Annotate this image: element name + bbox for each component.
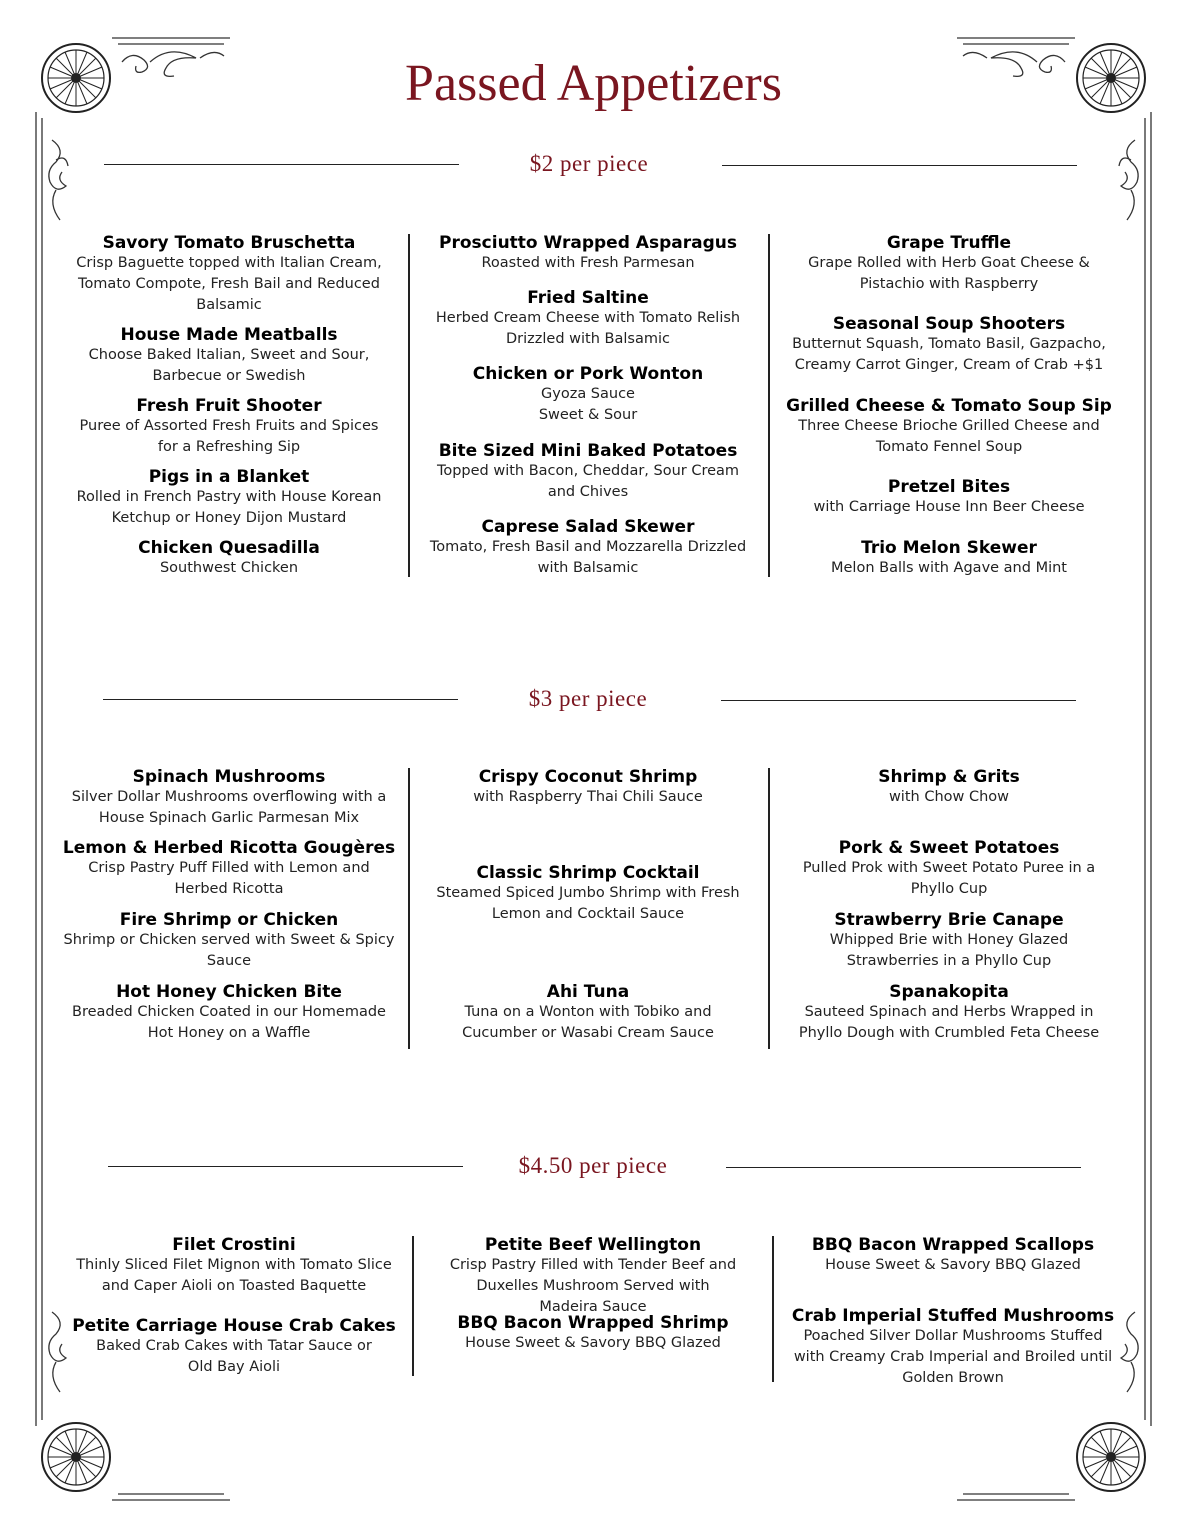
menu-item-name: Bite Sized Mini Baked Potatoes [438, 441, 738, 461]
menu-item-description: Baked Crab Cakes with Tatar Sauce or [96, 1338, 372, 1354]
menu-item-description: Cucumber or Wasabi Cream Sauce [462, 1025, 714, 1041]
menu-item [778, 1307, 1128, 1389]
menu-item-description: Tomato, Fresh Basil and Mozzarella Drizzled [429, 539, 747, 555]
menu-item-description: and Chives [547, 484, 629, 500]
menu-item-name: Fried Saltine [527, 288, 649, 308]
menu-item-description: Topped with Bacon, Cheddar, Sour Cream [436, 463, 740, 479]
menu-item-description: with Balsamic [537, 560, 639, 576]
page-title: Passed Appetizers [405, 55, 782, 112]
menu-item-description: Rolled in French Pastry with House Korean [76, 489, 382, 505]
menu-item [774, 839, 1124, 900]
column-divider [768, 768, 770, 1049]
menu-item-description: Poached Silver Dollar Mushrooms Stuffed [803, 1328, 1103, 1344]
menu-item-description: House Sweet & Savory BBQ Glazed [465, 1335, 721, 1351]
menu-item [52, 911, 406, 972]
menu-item-description: House Sweet & Savory BBQ Glazed [825, 1257, 1081, 1273]
menu-item-name: Crispy Coconut Shrimp [478, 767, 698, 787]
menu-item-name: Hot Honey Chicken Bite [116, 982, 342, 1002]
menu-item-name: Classic Shrimp Cocktail [476, 863, 700, 883]
menu-item-name: House Made Meatballs [120, 325, 338, 345]
menu-item [774, 911, 1124, 972]
menu-item-description: Shrimp or Chicken served with Sweet & Spicy [63, 932, 395, 948]
menu-item [774, 768, 1124, 808]
menu-item-description: House Spinach Garlic Parmesan Mix [98, 810, 360, 826]
menu-item-name: Fire Shrimp or Chicken [119, 910, 339, 930]
menu-item [52, 539, 406, 579]
menu-item-description: Crisp Pastry Puff Filled with Lemon and [88, 860, 370, 876]
menu-item-name: Filet Crostini [172, 1235, 296, 1255]
menu-item-name: BBQ Bacon Wrapped Scallops [811, 1235, 1095, 1255]
menu-item [774, 539, 1124, 579]
menu-item [774, 234, 1124, 295]
menu-item [58, 1236, 410, 1297]
menu-item-name: Petite Beef Wellington [484, 1235, 702, 1255]
column-divider [408, 768, 410, 1049]
menu-item-name: Spanakopita [889, 982, 1009, 1002]
menu-item-description: Ketchup or Honey Dijon Mustard [111, 510, 347, 526]
menu-item-description: Old Bay Aioli [187, 1359, 281, 1375]
menu-item-name: Lemon & Herbed Ricotta Gougères [62, 838, 396, 858]
menu-item [414, 983, 762, 1044]
menu-item-name: Pigs in a Blanket [148, 467, 310, 487]
menu-item-name: Pretzel Bites [887, 477, 1011, 497]
menu-item [774, 315, 1124, 376]
menu-item-description: Butternut Squash, Tomato Basil, Gazpacho, [792, 336, 1106, 352]
menu-item-description: Whipped Brie with Honey Glazed [829, 932, 1069, 948]
menu-item [52, 397, 406, 458]
menu-item-name: Spinach Mushrooms [132, 767, 326, 787]
divider-line [726, 1167, 1081, 1168]
section-heading-4-50: $4.50 per piece [518, 1153, 668, 1178]
menu-item-name: Seasonal Soup Shooters [832, 314, 1066, 334]
divider-line [103, 699, 458, 700]
menu-item-name: Grilled Cheese & Tomato Soup Sip [786, 396, 1112, 416]
menu-item-name: Petite Carriage House Crab Cakes [72, 1316, 396, 1336]
menu-item-name: Shrimp & Grits [878, 767, 1020, 787]
divider-line [722, 165, 1077, 166]
menu-item-description: Sauteed Spinach and Herbs Wrapped in [804, 1004, 1094, 1020]
menu-item [58, 1317, 410, 1378]
menu-item [418, 1236, 768, 1318]
menu-item-description: with Chow Chow [888, 789, 1010, 805]
divider-line [104, 164, 459, 165]
menu-item [414, 768, 762, 808]
menu-item [414, 234, 762, 274]
menu-item [418, 1314, 768, 1354]
menu-item [774, 397, 1124, 458]
menu-item-description: Sauce [206, 953, 252, 969]
menu-item-description: Puree of Assorted Fresh Fruits and Spices [79, 418, 379, 434]
menu-item-name: Prosciutto Wrapped Asparagus [439, 233, 737, 253]
menu-item-description: Creamy Carrot Ginger, Cream of Crab +$1 [794, 357, 1104, 373]
menu-item-name: Crab Imperial Stuffed Mushrooms [791, 1306, 1115, 1326]
menu-item-description: Strawberries in a Phyllo Cup [846, 953, 1052, 969]
menu-item-description: with Raspberry Thai Chili Sauce [473, 789, 703, 805]
menu-item-description: Crisp Pastry Filled with Tender Beef and [449, 1257, 737, 1273]
menu-item [52, 468, 406, 529]
column-divider [408, 234, 410, 577]
menu-item-name: Ahi Tuna [546, 982, 630, 1002]
menu-item-name: BBQ Bacon Wrapped Shrimp [457, 1313, 729, 1333]
column-divider [768, 234, 770, 577]
menu-item-description: Madeira Sauce [539, 1299, 647, 1315]
menu-item-description: Phyllo Dough with Crumbled Feta Cheese [798, 1025, 1100, 1041]
section-heading-3: $3 per piece [528, 686, 648, 711]
menu-item-name: Caprese Salad Skewer [481, 517, 695, 537]
menu-item [52, 768, 406, 829]
menu-item [414, 442, 762, 503]
menu-item-description: Herbed Cream Cheese with Tomato Relish [435, 310, 741, 326]
menu-item-description: Phyllo Cup [910, 881, 988, 897]
menu-item-description: Grape Rolled with Herb Goat Cheese & [808, 255, 1090, 271]
menu-item-description: Tomato Compote, Fresh Bail and Reduced [78, 276, 380, 292]
divider-line [108, 1166, 463, 1167]
menu-item [774, 478, 1124, 518]
menu-item-description: Duxelles Mushroom Served with [476, 1278, 710, 1294]
menu-item-description: for a Refreshing Sip [157, 439, 301, 455]
menu-item [414, 864, 762, 925]
menu-item-name: Pork & Sweet Potatoes [838, 838, 1060, 858]
menu-item-description: Tomato Fennel Soup [875, 439, 1023, 455]
menu-item-description: Roasted with Fresh Parmesan [481, 255, 695, 271]
menu-item [52, 234, 406, 316]
section-heading-2: $2 per piece [529, 151, 649, 176]
menu-item-description: Pulled Prok with Sweet Potato Puree in a [802, 860, 1096, 876]
menu-item-description: Herbed Ricotta [174, 881, 284, 897]
column-divider [772, 1236, 774, 1382]
menu-item-description: Drizzled with Balsamic [506, 331, 670, 347]
menu-item-name: Chicken Quesadilla [138, 538, 320, 558]
menu-item [414, 289, 762, 350]
menu-item-description: Sweet & Sour [538, 407, 638, 423]
menu-item-description: with Carriage House Inn Beer Cheese [813, 499, 1085, 515]
menu-item-description: Southwest Chicken [159, 560, 299, 576]
column-divider [412, 1236, 414, 1376]
menu-item-description: Golden Brown [902, 1370, 1004, 1386]
menu-item-name: Chicken or Pork Wonton [472, 364, 704, 384]
menu-item [778, 1236, 1128, 1276]
menu-item-description: Breaded Chicken Coated in our Homemade [72, 1004, 386, 1020]
menu-item-description: Thinly Sliced Filet Mignon with Tomato Slice [76, 1257, 392, 1273]
menu-item-description: Barbecue or Swedish [152, 368, 306, 384]
menu-item-description: Steamed Spiced Jumbo Shrimp with Fresh [436, 885, 740, 901]
menu-item [414, 365, 762, 426]
menu-item-name: Grape Truffle [886, 233, 1012, 253]
menu-item-description: Choose Baked Italian, Sweet and Sour, [88, 347, 370, 363]
menu-item-name: Trio Melon Skewer [861, 538, 1037, 558]
menu-item-description: and Caper Aioli on Toasted Baquette [101, 1278, 367, 1294]
menu-item [52, 983, 406, 1044]
menu-item-description: Lemon and Cocktail Sauce [491, 906, 685, 922]
menu-item [52, 326, 406, 387]
menu-item [774, 983, 1124, 1044]
menu-item-description: Hot Honey on a Waffle [147, 1025, 311, 1041]
divider-line [721, 700, 1076, 701]
menu-item-name: Fresh Fruit Shooter [136, 396, 322, 416]
menu-item [52, 839, 406, 900]
menu-item-description: Silver Dollar Mushrooms overflowing with a [71, 789, 387, 805]
menu-item [414, 518, 762, 579]
menu-item-description: Crisp Baguette topped with Italian Cream, [76, 255, 382, 271]
menu-item-description: Pistachio with Raspberry [859, 276, 1039, 292]
menu-item-name: Savory Tomato Bruschetta [102, 233, 356, 253]
menu-item-description: Three Cheese Brioche Grilled Cheese and [798, 418, 1100, 434]
menu-item-name: Strawberry Brie Canape [834, 910, 1064, 930]
menu-item-description: with Creamy Crab Imperial and Broiled until [793, 1349, 1113, 1365]
menu-item-description: Tuna on a Wonton with Tobiko and [464, 1004, 712, 1020]
menu-item-description: Balsamic [196, 297, 262, 313]
menu-item-description: Gyoza Sauce [541, 386, 635, 402]
menu-item-description: Melon Balls with Agave and Mint [831, 560, 1067, 576]
